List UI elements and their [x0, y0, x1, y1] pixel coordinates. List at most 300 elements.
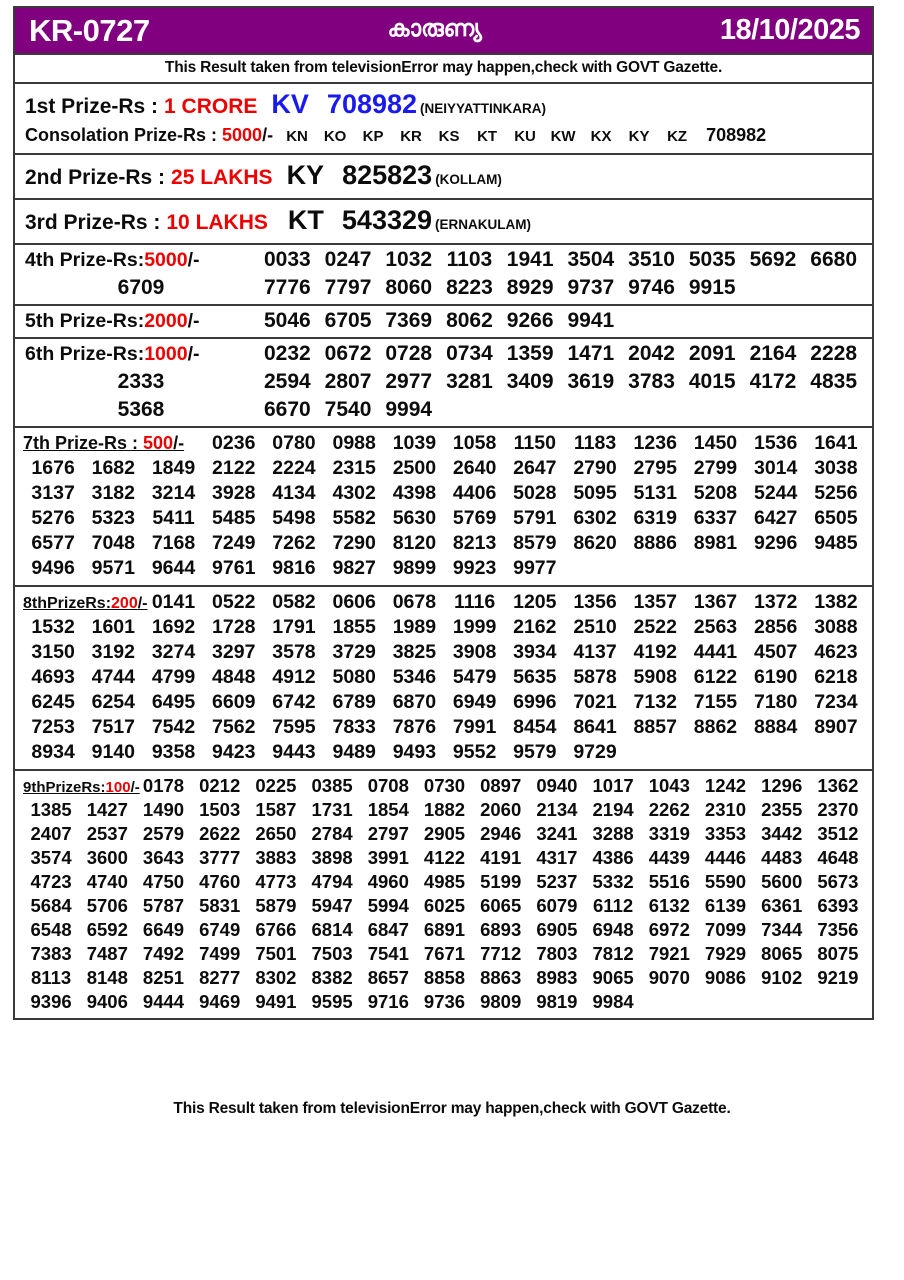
eighth-prize-number: 6495: [151, 691, 196, 713]
ninth-prize-number: 2060: [480, 799, 522, 820]
ninth-prize-number: 4317: [536, 847, 578, 868]
ninth-prize-block: [15, 771, 872, 1018]
ninth-prize-number: 5994: [367, 895, 409, 916]
eighth-prize-number: 8884: [753, 716, 798, 738]
ninth-prize-number: 3991: [367, 847, 409, 868]
consolation-series-code: KO: [323, 128, 347, 145]
ninth-prize-number: 7356: [817, 919, 859, 940]
seventh-prize-number: 3014: [753, 457, 798, 479]
fourth-prize-block: [15, 245, 872, 306]
eighth-prize-number: 7562: [212, 716, 256, 738]
eighth-prize-number: 3729: [332, 641, 376, 663]
eighth-prize-number: 1791: [272, 616, 316, 638]
sixth-prize-number: 1471: [567, 342, 615, 365]
ninth-prize-number: 5947: [311, 895, 353, 916]
ninth-prize-number: 3883: [255, 847, 297, 868]
fifth-prize-label-text: 5th Prize-Rs:: [25, 310, 145, 332]
ninth-prize-number: 2370: [817, 799, 859, 820]
fourth-prize-number: 0033: [263, 248, 311, 271]
third-prize-number: 543329: [341, 205, 433, 235]
ninth-prize-number: 0897: [480, 775, 522, 796]
eighth-prize-number: 1205: [513, 591, 557, 613]
fourth-prize-number: 3510: [628, 248, 675, 271]
eighth-prize-amount: 200: [111, 595, 138, 612]
seventh-prize-block: [15, 428, 872, 587]
ninth-prize-number: 4439: [648, 847, 690, 868]
ninth-prize-number: 6065: [480, 895, 522, 916]
seventh-prize-number: 2224: [272, 457, 316, 479]
seventh-prize-number: 6577: [31, 532, 75, 554]
ninth-prize-number: 6766: [255, 919, 297, 940]
seventh-prize-number: 2647: [513, 457, 557, 479]
eighth-prize-number: 6949: [452, 691, 497, 713]
seventh-prize-number: 5131: [633, 482, 677, 504]
sixth-prize-grid: [15, 342, 872, 422]
seventh-prize-number: 3214: [151, 482, 196, 504]
eighth-prize-number: 4912: [272, 666, 316, 688]
ninth-prize-number: 8075: [817, 943, 859, 964]
sixth-prize-number: 0232: [263, 342, 311, 365]
ninth-prize-number: 2946: [480, 823, 522, 844]
ninth-prize-number: 5879: [255, 895, 297, 916]
eighth-prize-number: 9358: [151, 741, 196, 763]
fifth-prize-number: 9266: [506, 309, 554, 332]
ninth-prize-number: 3353: [704, 823, 747, 844]
ninth-prize-number: 6025: [423, 895, 466, 916]
first-prize-number: 708982: [326, 89, 418, 119]
fourth-prize-label-text: 4th Prize-Rs:: [25, 249, 145, 271]
fourth-prize-grid: [15, 248, 872, 300]
eighth-prize-number: 9489: [332, 741, 376, 763]
eighth-prize-number: 7595: [272, 716, 316, 738]
ninth-prize-number: 3574: [30, 847, 72, 868]
ninth-prize-number: 1017: [592, 775, 634, 796]
fourth-prize-number: 7797: [324, 276, 372, 299]
ninth-prize-number: 6847: [367, 919, 409, 940]
ninth-prize-number: 7487: [86, 943, 128, 964]
sixth-prize-number: 3409: [506, 370, 554, 393]
eighth-prize-grid: [15, 589, 872, 766]
seventh-prize-number: 2500: [392, 457, 437, 479]
ninth-prize-number: 0708: [367, 775, 409, 796]
ninth-prize-number: 3288: [592, 823, 634, 844]
eighth-prize-number: 6870: [392, 691, 437, 713]
ninth-prize-number: 9102: [761, 967, 803, 988]
third-prize-place: (ERNAKULAM): [435, 217, 531, 232]
fourth-prize-number: 9737: [567, 276, 615, 299]
seventh-prize-label: [23, 433, 204, 454]
eighth-prize-number: 4848: [212, 666, 256, 688]
ninth-prize-number: 9086: [704, 967, 747, 988]
second-prize-place: (KOLLAM): [435, 172, 502, 187]
ninth-prize-number: 6891: [423, 919, 466, 940]
seventh-prize-number: 9899: [392, 557, 437, 579]
ninth-prize-number: 7503: [311, 943, 353, 964]
eighth-prize-number: 9552: [452, 741, 497, 763]
ninth-prize-number: 3777: [199, 847, 241, 868]
consolation-amount: 5000: [222, 125, 263, 145]
sixth-prize-number: 4835: [810, 370, 857, 393]
sixth-prize-number: 2091: [688, 342, 736, 365]
seventh-prize-number: 4134: [272, 482, 316, 504]
eighth-prize-number: 3908: [452, 641, 497, 663]
second-prize-label: 2nd Prize-Rs :: [25, 166, 166, 189]
seventh-prize-number: 2122: [212, 457, 256, 479]
ninth-prize-number: 5706: [86, 895, 128, 916]
ninth-prize-number: 3643: [142, 847, 185, 868]
ninth-prize-number: 1296: [761, 775, 803, 796]
eighth-prize-number: 6609: [212, 691, 256, 713]
eighth-prize-number: 3274: [151, 641, 196, 663]
consolation-number: 708982: [706, 125, 767, 145]
eighth-prize-number: 0141: [151, 591, 196, 613]
ninth-prize-number: 9736: [423, 991, 466, 1012]
sixth-prize-number: 4015: [688, 370, 736, 393]
ninth-prize-number: 4648: [817, 847, 859, 868]
seventh-prize-suffix: /-: [173, 433, 185, 453]
eighth-prize-number: 1855: [332, 616, 376, 638]
seventh-prize-number: 9977: [513, 557, 557, 579]
fourth-prize-number: 8929: [506, 276, 554, 299]
seventh-prize-number: 3182: [91, 482, 135, 504]
seventh-prize-number: 6337: [693, 507, 738, 529]
ninth-prize-number: 1427: [86, 799, 128, 820]
ninth-prize-number: 4794: [311, 871, 353, 892]
first-prize-block: [15, 84, 872, 155]
ninth-prize-number: 4122: [423, 847, 466, 868]
ninth-prize-number: 8148: [86, 967, 128, 988]
ninth-prize-number: 6948: [592, 919, 634, 940]
third-prize-amount: 10 LAKHS: [166, 211, 268, 234]
seventh-prize-number: 5769: [452, 507, 497, 529]
seventh-prize-number: 5095: [573, 482, 617, 504]
eighth-prize-number: 1989: [392, 616, 437, 638]
eighth-prize-number: 0678: [392, 591, 437, 613]
ninth-prize-number: 4960: [367, 871, 409, 892]
ninth-prize-number: 9984: [592, 991, 634, 1012]
second-prize-number: 825823: [342, 160, 433, 190]
eighth-prize-number: 3088: [814, 616, 858, 638]
seventh-prize-number: 6505: [814, 507, 858, 529]
ninth-prize-number: 0225: [255, 775, 297, 796]
ninth-prize-number: 9219: [817, 967, 859, 988]
ninth-prize-number: 9716: [367, 991, 409, 1012]
ninth-prize-number: 3319: [648, 823, 690, 844]
ninth-prize-number: 0730: [423, 775, 466, 796]
eighth-prize-label: [23, 595, 148, 613]
eighth-prize-number: 1382: [814, 591, 858, 613]
ninth-prize-number: 4760: [199, 871, 241, 892]
ninth-prize-number: 4446: [704, 847, 747, 868]
seventh-prize-number: 4406: [452, 482, 497, 504]
fifth-prize-block: [15, 306, 872, 339]
seventh-prize-number: 2799: [693, 457, 738, 479]
seventh-prize-number: 6319: [633, 507, 677, 529]
seventh-prize-number: 9485: [814, 532, 858, 554]
third-prize-label: 3rd Prize-Rs :: [25, 211, 161, 234]
sixth-prize-number: 2807: [324, 370, 372, 393]
seventh-prize-number: 1682: [91, 457, 135, 479]
first-prize-amount: 1 CRORE: [164, 95, 258, 118]
fifth-prize-number: 7369: [385, 309, 433, 332]
eighth-prize-number: 4623: [814, 641, 858, 663]
sixth-prize-number: 2594: [263, 370, 311, 393]
ninth-prize-amount: 100: [105, 779, 131, 796]
seventh-prize-number: 8120: [392, 532, 437, 554]
seventh-prize-number: 3928: [212, 482, 256, 504]
fourth-prize-number: 6680: [810, 248, 857, 271]
ninth-prize-number: 5673: [817, 871, 859, 892]
ninth-prize-number: 4773: [255, 871, 297, 892]
ninth-prize-number: 4740: [86, 871, 128, 892]
ninth-prize-number: 5332: [592, 871, 634, 892]
eighth-prize-number: 6742: [272, 691, 316, 713]
seventh-prize-number: 2795: [633, 457, 677, 479]
eighth-prize-number: 7542: [151, 716, 196, 738]
fourth-prize-number: 5692: [749, 248, 797, 271]
third-prize-row: [15, 202, 872, 240]
eighth-prize-number: 8454: [513, 716, 557, 738]
ninth-prize-number: 6649: [142, 919, 185, 940]
consolation-series-code: KW: [550, 128, 576, 145]
ninth-prize-number: 2579: [142, 823, 185, 844]
eighth-prize-number: 3150: [31, 641, 75, 663]
draw-date: 18/10/2025: [719, 14, 860, 46]
eighth-prize-number: 7132: [633, 691, 677, 713]
eighth-prize-number: 6789: [332, 691, 376, 713]
ninth-prize-number: 9469: [199, 991, 241, 1012]
eighth-prize-number: 1601: [91, 616, 135, 638]
seventh-prize-number: 5244: [753, 482, 798, 504]
seventh-prize-amount: 500: [143, 433, 174, 453]
ninth-prize-number: 6905: [536, 919, 578, 940]
sixth-prize-number: 9994: [385, 398, 433, 421]
ninth-prize-suffix: /-: [130, 779, 140, 796]
consolation-suffix: /-: [262, 125, 274, 145]
eighth-prize-block: [15, 587, 872, 771]
consolation-label: Consolation Prize-Rs :: [25, 125, 218, 145]
seventh-prize-number: 3137: [31, 482, 75, 504]
ninth-prize-number: 2650: [255, 823, 297, 844]
fourth-prize-number: 5035: [688, 248, 736, 271]
eighth-prize-number: 2510: [573, 616, 617, 638]
ninth-prize-number: 1242: [704, 775, 747, 796]
seventh-prize-number: 0780: [272, 432, 316, 454]
ninth-prize-number: 6592: [86, 919, 128, 940]
ninth-prize-number: 9595: [311, 991, 353, 1012]
ninth-prize-number: 9444: [142, 991, 185, 1012]
ninth-prize-number: 8113: [31, 967, 72, 988]
ninth-prize-number: 8277: [199, 967, 241, 988]
sixth-prize-number: 4172: [749, 370, 797, 393]
ninth-prize-number: 8983: [536, 967, 578, 988]
fourth-prize-number: 1941: [506, 248, 554, 271]
eighth-prize-number: 2856: [753, 616, 798, 638]
second-prize-amount: 25 LAKHS: [171, 166, 273, 189]
ninth-prize-number: 1362: [817, 775, 859, 796]
eighth-prize-number: 0522: [212, 591, 256, 613]
eighth-prize-number: 1692: [151, 616, 196, 638]
ninth-prize-number: 0178: [142, 775, 185, 796]
seventh-prize-number: 4398: [392, 482, 437, 504]
second-prize-row: [15, 157, 872, 195]
sixth-prize-number: 2042: [628, 342, 675, 365]
seventh-prize-number: 9571: [91, 557, 135, 579]
eighth-prize-number: 7991: [452, 716, 497, 738]
ninth-prize-number: 4723: [30, 871, 72, 892]
eighth-prize-number: 6190: [753, 666, 798, 688]
eighth-prize-number: 7180: [753, 691, 798, 713]
consolation-series-list: [273, 128, 696, 146]
consolation-series-code: KS: [438, 128, 460, 145]
consolation-series-code: KN: [286, 128, 308, 145]
seventh-prize-number: 8213: [452, 532, 497, 554]
fifth-prize-label: [25, 310, 257, 333]
second-prize-block: [15, 155, 872, 200]
fifth-prize-number: 9941: [567, 309, 615, 332]
seventh-prize-number: 5028: [513, 482, 557, 504]
ninth-prize-number: 6972: [648, 919, 690, 940]
ninth-prize-number: 2134: [536, 799, 578, 820]
sixth-prize-number: 0672: [324, 342, 372, 365]
fourth-prize-number: 6709: [117, 276, 165, 299]
ninth-prize-number: 4985: [423, 871, 466, 892]
seventh-prize-number: 9496: [31, 557, 75, 579]
ninth-prize-number: 6548: [30, 919, 72, 940]
eighth-prize-number: 9579: [513, 741, 557, 763]
fourth-prize-number: 1103: [446, 248, 493, 271]
seventh-prize-number: 2640: [452, 457, 497, 479]
seventh-prize-number: 5485: [212, 507, 256, 529]
consolation-series-code: KY: [628, 128, 650, 145]
seventh-prize-number: 5323: [91, 507, 135, 529]
eighth-prize-number: 4799: [151, 666, 196, 688]
ninth-prize-number: 6814: [311, 919, 353, 940]
ninth-prize-number: 6749: [199, 919, 241, 940]
sixth-prize-number: 7540: [324, 398, 372, 421]
ninth-prize-number: 5199: [480, 871, 522, 892]
eighth-prize-number: 7021: [573, 691, 617, 713]
fifth-prize-number: 6705: [324, 309, 372, 332]
eighth-prize-number: 3297: [212, 641, 256, 663]
ninth-prize-label: [23, 779, 140, 796]
ninth-prize-number: 9070: [648, 967, 690, 988]
eighth-prize-number: 1116: [453, 591, 496, 613]
eighth-prize-number: 9443: [272, 741, 316, 763]
ninth-prize-number: 7344: [761, 919, 803, 940]
third-prize-block: [15, 200, 872, 245]
ninth-prize-number: 0385: [311, 775, 353, 796]
eighth-prize-number: 8907: [814, 716, 858, 738]
ninth-prize-number: 4386: [592, 847, 634, 868]
ninth-prize-number: 2797: [367, 823, 409, 844]
eighth-prize-number: 7253: [31, 716, 75, 738]
ninth-prize-number: 5787: [142, 895, 185, 916]
eighth-prize-suffix: /-: [137, 595, 148, 612]
ninth-prize-number: 1503: [199, 799, 241, 820]
ninth-prize-number: 7803: [536, 943, 578, 964]
ninth-prize-number: 3241: [536, 823, 578, 844]
second-prize-series: KY: [286, 160, 325, 190]
consolation-prize-row: [15, 124, 872, 150]
eighth-prize-number: 1372: [753, 591, 798, 613]
ninth-prize-number: 2407: [30, 823, 72, 844]
first-prize-place: (NEIYYATTINKARA): [420, 101, 547, 116]
seventh-prize-number: 1641: [814, 432, 858, 454]
ninth-prize-number: 9396: [30, 991, 72, 1012]
fourth-prize-number: 9915: [688, 276, 736, 299]
ninth-prize-number: 3600: [86, 847, 128, 868]
result-sheet: [13, 6, 874, 1020]
ninth-prize-number: 8657: [367, 967, 409, 988]
ninth-prize-number: 1587: [255, 799, 297, 820]
ninth-prize-number: 7383: [30, 943, 72, 964]
eighth-prize-number: 4507: [753, 641, 798, 663]
eighth-prize-number: 5346: [392, 666, 437, 688]
eighth-prize-number: 8862: [693, 716, 738, 738]
fourth-prize-amount: 5000: [144, 249, 188, 271]
eighth-prize-number: 0606: [332, 591, 376, 613]
seventh-prize-number: 1450: [693, 432, 738, 454]
seventh-prize-number: 8981: [693, 532, 738, 554]
sixth-prize-number: 1359: [506, 342, 554, 365]
seventh-prize-label-text: 7th Prize-Rs :: [23, 433, 144, 453]
ninth-prize-number: 7712: [480, 943, 522, 964]
fifth-prize-number: 5046: [263, 309, 311, 332]
seventh-prize-number: 1236: [633, 432, 677, 454]
eighth-prize-number: 4137: [573, 641, 617, 663]
fourth-prize-suffix: /-: [187, 249, 200, 271]
sixth-prize-number: 5368: [117, 398, 165, 421]
ninth-prize-number: 5831: [199, 895, 241, 916]
seventh-prize-number: 2790: [573, 457, 617, 479]
eighth-prize-number: 7155: [693, 691, 738, 713]
eighth-prize-number: 6218: [814, 666, 858, 688]
ninth-prize-number: 2262: [648, 799, 690, 820]
fourth-prize-label: [25, 249, 257, 272]
consolation-series-code: KP: [362, 128, 384, 145]
eighth-prize-number: 8857: [633, 716, 677, 738]
eighth-prize-number: 9140: [91, 741, 135, 763]
seventh-prize-number: 1536: [753, 432, 798, 454]
ninth-prize-number: 2622: [199, 823, 241, 844]
seventh-prize-number: 9644: [151, 557, 196, 579]
ninth-prize-number: 6139: [704, 895, 747, 916]
ninth-prize-number: 1043: [648, 775, 690, 796]
ninth-prize-number: 2194: [592, 799, 634, 820]
seventh-prize-number: 1849: [151, 457, 196, 479]
ninth-prize-number: 7492: [142, 943, 185, 964]
seventh-prize-number: 5256: [814, 482, 858, 504]
seventh-prize-number: 2315: [332, 457, 376, 479]
eighth-prize-number: 8641: [573, 716, 617, 738]
eighth-prize-number: 3192: [91, 641, 135, 663]
seventh-prize-number: 1183: [573, 432, 617, 454]
ninth-prize-number: 0212: [199, 775, 241, 796]
ninth-prize-number: 7929: [704, 943, 747, 964]
ninth-prize-number: 3512: [817, 823, 859, 844]
seventh-prize-number: 7048: [91, 532, 135, 554]
top-notice: This Result taken from televisionError may happen,check with GOVT Gazette.: [15, 55, 872, 84]
seventh-prize-number: 8579: [513, 532, 557, 554]
eighth-prize-number: 9423: [212, 741, 256, 763]
ninth-prize-number: 9065: [592, 967, 634, 988]
seventh-prize-number: 8620: [573, 532, 617, 554]
eighth-prize-number: 1999: [452, 616, 497, 638]
ninth-prize-number: 8302: [255, 967, 297, 988]
seventh-prize-number: 1039: [392, 432, 437, 454]
eighth-prize-number: 1532: [31, 616, 75, 638]
